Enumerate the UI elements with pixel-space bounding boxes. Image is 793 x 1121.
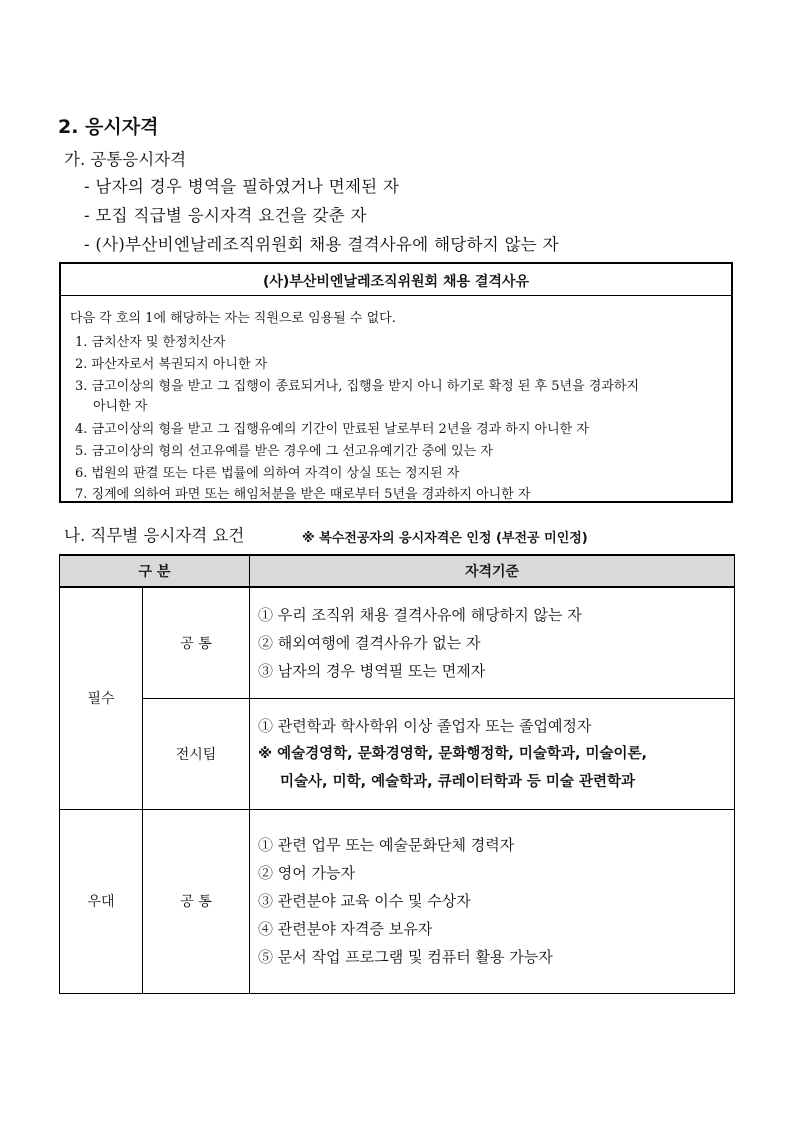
criteria-preferred-common bbox=[250, 809, 735, 993]
major-list-line: ※ 예술경영학, 문화경영학, 문화행정학, 미술학과, 미술이론, bbox=[258, 745, 648, 762]
box-divider bbox=[61, 295, 731, 296]
common-bullet-2: - 모집 직급별 응시자격 요건을 갖춘 자 bbox=[84, 206, 367, 225]
criteria-line: ① 우리 조직위 채용 결격사유에 해당하지 않는 자 bbox=[258, 605, 582, 624]
job-heading: 나. 직무별 응시자격 요건 bbox=[64, 526, 245, 545]
criteria-line: ④ 관련분야 자격증 보유자 bbox=[258, 920, 433, 938]
disqualification-item-2: 2. 파산자로서 복권되지 아니한 자 bbox=[75, 357, 268, 372]
common-bullet-3: - (사)부산비엔날레조직위원회 채용 결격사유에 해당하지 않는 자 bbox=[84, 235, 559, 254]
criteria-exhibition bbox=[250, 698, 735, 809]
criteria-line: ⑤ 문서 작업 프로그램 및 컴퓨터 활용 가능자 bbox=[258, 948, 553, 966]
header-category: 구 분 bbox=[60, 555, 250, 587]
sub-common-required: 공 통 bbox=[143, 587, 250, 698]
common-bullet-1: - 남자의 경우 병역을 필하였거나 면제된 자 bbox=[84, 177, 400, 196]
disqualification-item-7: 7. 징계에 의하여 파면 또는 해임처분을 받은 때로부터 5년을 경과하지 아니한 자 bbox=[75, 487, 531, 502]
table-row bbox=[60, 587, 735, 698]
criteria-required-common bbox=[250, 587, 735, 698]
criteria-line: ③ 관련분야 교육 이수 및 수상자 bbox=[258, 892, 471, 910]
disqualification-item-4: 4. 금고이상의 형을 받고 그 집행유예의 기간이 만료된 날로부터 2년을 경과 하지 아니한 자 bbox=[75, 422, 589, 437]
section-title: 2. 응시자격 bbox=[58, 116, 159, 138]
criteria-line: ② 영어 가능자 bbox=[258, 864, 355, 882]
double-major-note: ※ 복수전공자의 응시자격은 인정 (부전공 미인정) bbox=[302, 531, 588, 546]
disqualification-item-5: 5. 금고이상의 형의 선고유예를 받은 경우에 그 선고유예기간 중에 있는 자 bbox=[75, 444, 493, 459]
disqualification-intro: 다음 각 호의 1에 해당하는 자는 직원으로 임용될 수 없다. bbox=[70, 311, 396, 326]
table-header-row bbox=[60, 555, 735, 587]
common-heading: 가. 공통응시자격 bbox=[64, 150, 187, 169]
criteria-line: ① 관련 업무 또는 예술문화단체 경력자 bbox=[258, 836, 515, 854]
requirements-table bbox=[59, 554, 735, 994]
disqualification-item-1: 1. 금치산자 및 한정치산자 bbox=[75, 335, 226, 350]
disqualification-item-3: 3. 금고이상의 형을 받고 그 집행이 종료되거나, 집행을 받지 아니 하기로 확정 된 후 5년을 경과하지 bbox=[75, 379, 639, 394]
sub-exhibition: 전시팀 bbox=[143, 698, 250, 809]
disqualification-title: (사)부산비엔날레조직위원회 채용 결격사유 bbox=[263, 274, 529, 290]
table-row bbox=[60, 809, 735, 993]
criteria-line: ② 해외여행에 결격사유가 없는 자 bbox=[258, 633, 481, 652]
major-list-line: 미술사, 미학, 예술학과, 큐레이터학과 등 미술 관련학과 bbox=[280, 773, 635, 790]
criteria-line: ① 관련학과 학사학위 이상 졸업자 또는 졸업예정자 bbox=[258, 716, 592, 735]
disqualification-item-6: 6. 법원의 판결 또는 다른 법률에 의하여 자격이 상실 또는 정지된 자 bbox=[75, 466, 460, 481]
sub-common-preferred: 공 통 bbox=[143, 809, 250, 993]
category-required: 필수 bbox=[60, 587, 143, 809]
criteria-line: ③ 남자의 경우 병역필 또는 면제자 bbox=[258, 661, 486, 680]
disqualification-box bbox=[59, 262, 733, 503]
disqualification-item-3-cont: 아니한 자 bbox=[93, 399, 148, 414]
table-row bbox=[60, 698, 735, 809]
category-preferred: 우대 bbox=[60, 809, 143, 993]
header-criteria: 자격기준 bbox=[250, 555, 735, 587]
